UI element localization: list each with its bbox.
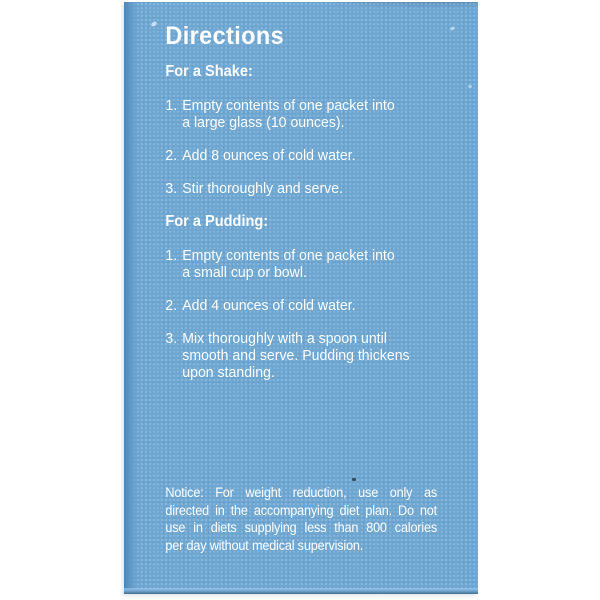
step-text-line: a small cup or bowl. xyxy=(182,264,307,281)
notice-line: use in diets supplying less than 800 calories xyxy=(165,520,438,535)
step-text-line: Mix thoroughly with a spoon until xyxy=(182,330,387,347)
notice-line: Notice: For weight reduction, use only as xyxy=(165,485,438,500)
step-number: 2. xyxy=(165,147,178,164)
pudding-section-heading: For a Pudding: xyxy=(165,213,269,230)
step-text xyxy=(182,97,394,131)
step-text-line: Empty contents of one packet into xyxy=(182,97,395,114)
shake-step-1 xyxy=(165,97,522,131)
pudding-step-3 xyxy=(165,330,522,381)
step-number: 1. xyxy=(165,97,178,114)
step-text xyxy=(182,247,394,281)
weight-reduction-notice xyxy=(165,484,437,554)
directions-title: Directions xyxy=(165,22,285,50)
pudding-step-1 xyxy=(165,247,522,281)
shake-step-2 xyxy=(165,147,522,164)
dark-speck xyxy=(352,478,356,481)
directions-content xyxy=(124,2,523,554)
notice-line: per day without medical supervision. xyxy=(165,537,364,553)
step-text-line: Empty contents of one packet into xyxy=(182,247,395,264)
step-number: 2. xyxy=(165,297,178,314)
step-number: 3. xyxy=(165,330,178,347)
pudding-step-2 xyxy=(165,297,522,314)
step-text-line: Add 4 ounces of cold water. xyxy=(182,297,356,314)
scuff-mark xyxy=(468,85,472,88)
step-text xyxy=(182,147,355,164)
step-text-line: a large glass (10 ounces). xyxy=(182,114,345,131)
step-text xyxy=(182,297,355,314)
shake-step-3 xyxy=(165,180,522,197)
shake-section-heading: For a Shake: xyxy=(165,63,253,80)
step-text xyxy=(182,180,343,197)
package-directions-panel xyxy=(124,2,478,594)
step-text xyxy=(182,330,409,381)
step-text-line: Stir thoroughly and serve. xyxy=(182,180,343,197)
notice-line: directed in the accompanying diet plan. Do not xyxy=(165,502,438,518)
step-text-line: upon standing. xyxy=(182,364,275,381)
step-text-line: smooth and serve. Pudding thickens xyxy=(182,347,410,364)
step-text-line: Add 8 ounces of cold water. xyxy=(182,147,356,164)
panel-bottom-fold-edge xyxy=(124,588,478,594)
step-number: 1. xyxy=(165,247,178,264)
step-number: 3. xyxy=(165,180,178,197)
